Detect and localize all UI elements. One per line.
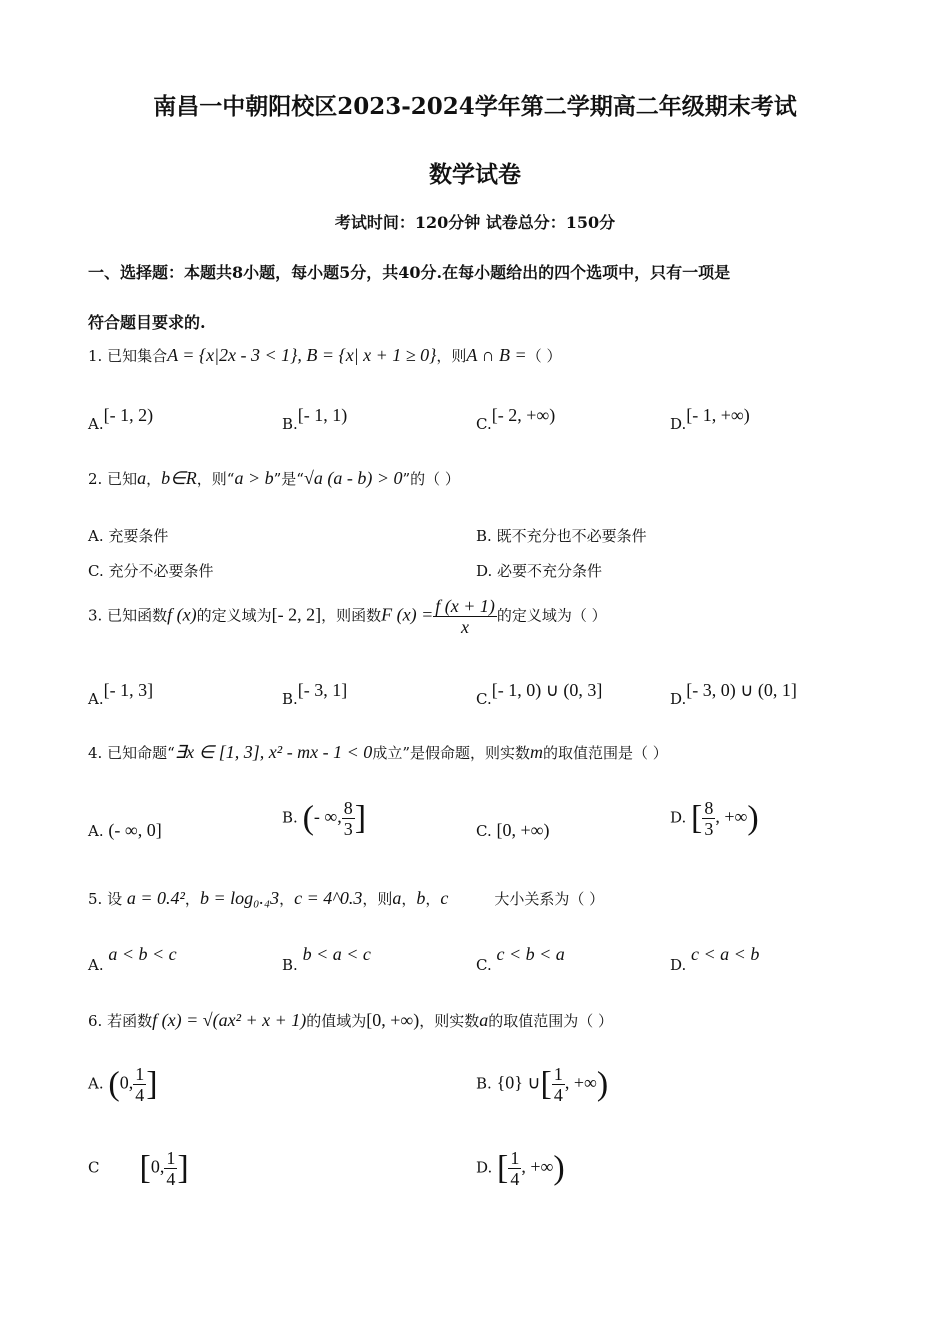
q5-suffix: 大小关系为（ ） [494,890,605,908]
q2-suffix: ”的（ ） [402,470,460,488]
q4-suffix: 的取值范围是（ ） [542,744,668,762]
q4-proposition: ∃x ∈ [1, 3], x² - mx - 1 < 0 [174,742,373,762]
option-set: {0} ∪ [496,1072,541,1093]
fraction-numerator: 1 [510,1148,520,1168]
q4-option-b [282,798,366,839]
q3-prefix: 3. 已知函数 [88,606,168,625]
q3-mid2: ，则函数 [321,606,382,625]
q2-comma: ， [146,470,162,488]
paren-right: ) [596,1065,609,1103]
option-value: [- 1, 0) ∪ (0, 3] [491,680,603,700]
section-heading: 一、选择题：本题共8小题，每小题5分，共40分.在每小题给出的四个选项中，只有一项是 [88,263,731,282]
fraction-denominator: 4 [553,1085,563,1105]
option-label: D. [670,690,687,708]
q6-function: f (x) = √(ax² + x + 1) [152,1010,307,1030]
option-label: A. [88,822,104,840]
question-4 [88,742,668,763]
q2-mid2: ”是“ [273,470,304,488]
q2-option-a [88,525,168,546]
q2-option-c [88,560,214,581]
option-label: D. [476,562,493,580]
q3-option-a [88,680,153,708]
q3-numerator: f (x + 1) [435,596,495,616]
q5-option-b [282,944,371,974]
q6-range: [0, +∞) [366,1010,420,1030]
bracket-left: [ [497,1149,509,1187]
q3-f: f (x) [167,604,197,625]
option-label: B. [282,690,298,708]
q1-sets: A = {x|2x - 3 < 1}, B = {x| x + 1 ≥ 0} [167,345,437,365]
option-fraction [133,1064,146,1105]
question-5: 5. 设 a = 0.4²，b = log₀.₄3，c = 4^0.3，则a，b，c 大小关系为（ ） [88,888,605,908]
exam-title: 南昌一中朝阳校区2023-2024学年第二学期高二年级期末考试 [153,93,797,120]
q5-b-def: b = log₀.₄3 [199,888,280,908]
q2-option-d [476,560,602,581]
option-label: C. [476,956,492,974]
q6-prefix: 6. 若函数 [88,1012,153,1030]
option-value: 充要条件 [108,527,169,545]
option-label: D. [476,1158,493,1177]
option-value: [- 3, 1] [297,680,348,700]
option-pre: - ∞, [313,806,342,827]
option-value: b < a < c [302,944,371,964]
option-label: D. [670,956,687,974]
paren-right: ) [553,1149,565,1187]
bracket-right: ] [177,1149,189,1187]
paren-left: ( [108,1065,120,1103]
option-fraction [702,798,715,839]
q1-prefix: 1. 已知集合 [88,347,168,365]
option-label: A. [88,690,104,708]
q4-option-a [88,820,162,841]
bracket-left: [ [540,1065,552,1103]
bracket-right: ] [146,1065,158,1103]
q4-prefix: 4. 已知命题“ [88,744,175,762]
option-fraction [164,1148,177,1189]
exam-info: 考试时间：120分钟 试卷总分：150分 [334,213,616,232]
q6-mid2: ，则实数 [419,1012,480,1030]
q1-paren: （ ） [526,347,562,365]
q6-option-a [88,1064,158,1105]
option-value: 充分不必要条件 [108,562,214,580]
q5-mid: ，则 [362,890,393,908]
option-label: B. [282,956,298,974]
option-label: A. [88,956,104,974]
q3-option-d [670,680,797,708]
option-value: [- 1, 3] [103,680,154,700]
option-fraction [552,1064,565,1105]
option-value: [- 1, 2) [103,405,154,425]
option-label: D. [670,808,687,827]
q2-a: a [137,468,147,488]
q4-option-d [670,798,759,839]
fraction-denominator: 3 [343,819,353,839]
q5-c-def: c = 4^0.3 [294,888,363,908]
fraction-denominator: 4 [135,1085,145,1105]
option-label: B. [476,527,492,545]
fraction-numerator: 1 [166,1148,176,1168]
fraction-numerator: 8 [343,798,353,818]
option-post: , +∞ [715,806,748,827]
q5-option-d [670,944,759,974]
option-label: B. [476,1074,492,1093]
q6-mid1: 的值域为 [306,1012,367,1030]
question-6 [88,1010,613,1031]
bracket-left: [ [691,799,703,837]
q3-mid1: 的定义域为 [196,606,272,625]
question-2 [88,468,460,489]
option-label: A. [88,415,104,433]
question-3 [88,596,607,637]
q4-mid: 成立”是假命题，则实数 [372,744,530,762]
option-label: C. [88,562,104,580]
option-label: C [88,1158,100,1177]
q5-option-c [476,944,565,974]
exam-subtitle: 数学试卷 [429,161,521,188]
q1-expr: A ∩ B = [466,345,527,365]
q2-mid1: ，则“ [196,470,235,488]
option-label: A. [88,1074,104,1093]
option-fraction [508,1148,521,1189]
q3-domain: [- 2, 2] [271,604,322,625]
q5-var-c: c [440,888,449,908]
option-label: C. [476,690,492,708]
q3-fraction [433,596,497,637]
option-label: A. [88,527,104,545]
q2-b-real: b∈R [161,468,197,488]
section-heading-cont: 符合题目要求的. [88,313,206,332]
option-value: [- 3, 0) ∪ (0, 1] [686,680,797,700]
q2-prefix: 2. 已知 [88,470,138,488]
option-value: [- 1, 1) [297,405,348,425]
fraction-numerator: 1 [553,1064,563,1084]
paren-right: ) [747,799,759,837]
q5-a-def: a = 0.4² [126,888,185,908]
paren-left: ( [302,799,314,837]
option-pre: 0, [119,1072,134,1093]
q5-prefix: 5. 设 [88,890,123,908]
q1-option-b [282,405,347,433]
option-value: c < b < a [496,944,565,964]
option-value: c < a < b [691,944,760,964]
fraction-numerator: 8 [704,798,714,818]
option-pre: 0, [150,1156,165,1177]
q1-option-a [88,405,153,433]
q3-option-c [476,680,602,708]
q6-a: a [479,1010,489,1030]
bracket-right: ] [354,799,367,837]
q3-denominator: x [461,617,470,637]
option-value: (- ∞, 0] [108,820,162,840]
q6-option-d [476,1148,565,1189]
option-value: [- 2, +∞) [491,405,556,425]
q3-suffix: 的定义域为（ ） [496,606,607,625]
option-value: 必要不充分条件 [497,562,603,580]
option-value: 既不充分也不必要条件 [496,527,647,545]
q1-mid: ，则 [436,347,467,365]
option-value: [0, +∞) [496,820,550,840]
q1-option-c [476,405,555,433]
fraction-denominator: 3 [704,819,714,839]
q5-var-b: b [416,888,426,908]
bracket-left: [ [139,1149,151,1187]
option-post: , +∞ [564,1072,597,1093]
fraction-denominator: 4 [166,1169,176,1189]
option-label: D. [670,415,687,433]
q2-cond1: a > b [234,468,274,488]
option-post: , +∞ [521,1156,554,1177]
option-value: [- 1, +∞) [686,405,750,425]
option-label: B. [282,808,298,827]
option-label: B. [282,415,298,433]
fraction-numerator: 1 [135,1064,145,1084]
option-label: C. [476,822,492,840]
q3-option-b [282,680,347,708]
q4-option-c [476,820,549,841]
q6-option-b [476,1064,608,1105]
q5-var-a: a [392,888,402,908]
q6-option-c [88,1148,189,1189]
q4-m: m [529,742,543,762]
q5-option-a [88,944,177,974]
fraction-denominator: 4 [510,1169,520,1189]
q3-F: F (x) = [381,604,434,625]
option-value: a < b < c [108,944,177,964]
option-label: C. [476,415,492,433]
q2-option-b [476,525,647,546]
question-1 [88,345,561,366]
q1-option-d [670,405,750,433]
q2-cond2: √a (a - b) > 0 [303,468,403,488]
option-fraction [342,798,355,839]
q6-suffix: 的取值范围为（ ） [488,1012,614,1030]
